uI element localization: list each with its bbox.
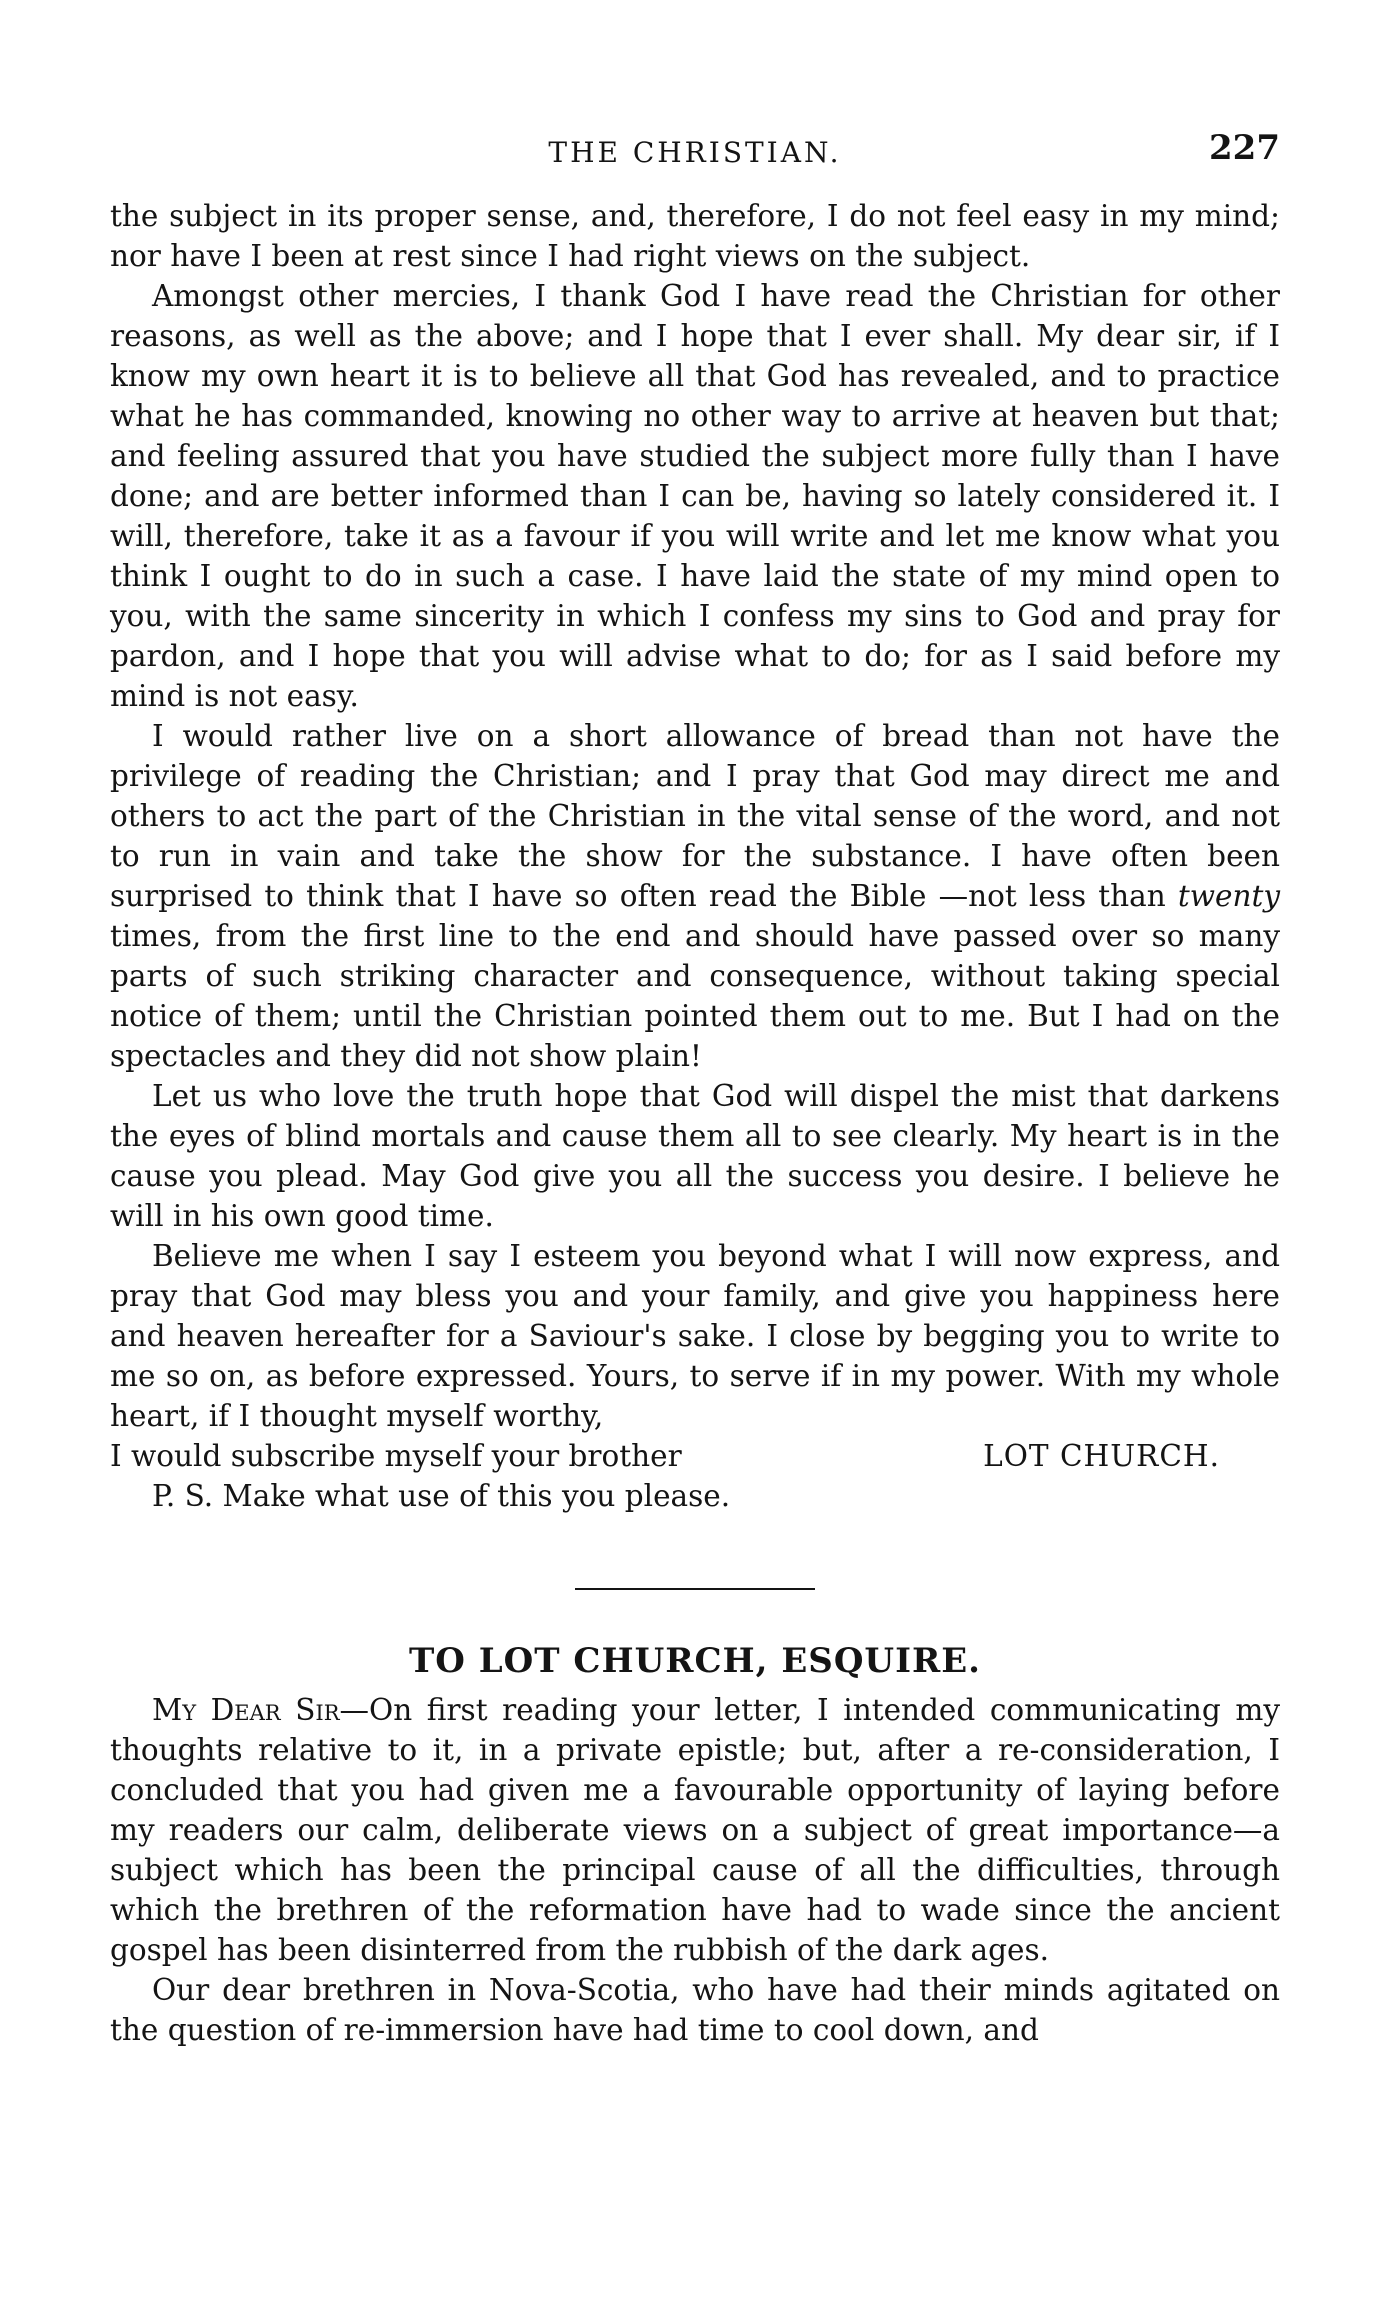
letter-body <box>110 196 1280 1516</box>
letter-paragraph-5: Believe me when I say I esteem you beyond what I will now express, and pray that God may bless you and your family, and give you happiness here and heaven hereafter for a Saviour's sake. I close by begging you to write to me so on, as before expressed. Yours, to serve if in my power. With my whole heart, if I thought myself worthy, <box>110 1239 1280 1433</box>
letter-paragraph-3-part-b: times, from the first line to the end and should have passed over so many parts of such striking character and consequence, without taking special notice of them; until the Christian pointed them out to me. But I had on the spectacles and they did not show plain! <box>110 919 1280 1073</box>
reply-paragraph-2: Our dear brethren in Nova-Scotia, who have had their minds agitated on the question of re-immersion have had time to cool down, and <box>110 1973 1280 2047</box>
running-head <box>110 128 1280 178</box>
letter-paragraph-4: Let us who love the truth hope that God will dispel the mist that darkens the eyes of blind mortals and cause them all to see clearly. My heart is in the cause you plead. May God give you all the success you desire. I believe he will in his own good time. <box>110 1079 1280 1233</box>
running-title: THE CHRISTIAN. <box>548 136 842 169</box>
reply-paragraph-1-text: —On first reading your letter, I intended communicating my thoughts relative to it, in a private epistle; but, after a re-consideration, I concluded that you had given me a favourable opportunity of laying before my readers our calm, deliberate views on a subject of great importance—a subject which has been the principal cause of all the difficulties, through which the brethren of the reformation have had to wade since the ancient gospel has been disinterred from the rubbish of the dark ages. <box>110 1693 1280 1967</box>
reply-section <box>110 1638 1280 2050</box>
signature-line <box>110 1436 1280 1476</box>
letter-paragraph-3-part-a: I would rather live on a short allowance of bread than not have the privilege of reading the Christian; and I pray that God may direct me and others to act the part of the Christian in the vital sense of the word, and not to run in vain and take the show for the substance. I have often been surprised to think that I have so often read the Bible —not less than <box>110 719 1280 913</box>
emphasis-twenty: twenty <box>1177 879 1280 913</box>
signature-text: I would subscribe myself your brother <box>110 1439 682 1473</box>
letter-paragraph-2: Amongst other mercies, I thank God I have read the Christian for other reasons, as well as the above; and I hope that I ever shall. My dear sir, if I know my own heart it is to believe all that God has revealed, and to practice what he has commanded, knowing no other way to arrive at heaven but that; and feeling assured that you have studied the subject more fully than I have done; and are better informed than I can be, having so lately considered it. I will, therefore, take it as a favour if you will write and let me know what you think I ought to do in such a case. I have laid the state of my mind open to you, with the same sincerity in which I confess my sins to God and pray for pardon, and I hope that you will advise what to do; for as I said before my mind is not easy. <box>110 279 1280 713</box>
reply-paragraph-1 <box>110 1690 1280 1970</box>
postscript: P. S. Make what use of this you please. <box>152 1479 731 1513</box>
section-divider <box>575 1588 815 1590</box>
letter-paragraph-1: the subject in its proper sense, and, therefore, I do not feel easy in my mind; nor have I been at rest since I had right views on the subject. <box>110 199 1280 273</box>
book-page <box>110 128 1280 2050</box>
signature-name: LOT CHURCH. <box>983 1439 1220 1473</box>
letter-paragraph-3 <box>110 716 1280 1076</box>
reply-heading: TO LOT CHURCH, ESQUIRE. <box>408 1641 981 1681</box>
salutation: My Dear Sir <box>152 1693 340 1727</box>
page-number: 227 <box>1209 128 1280 168</box>
